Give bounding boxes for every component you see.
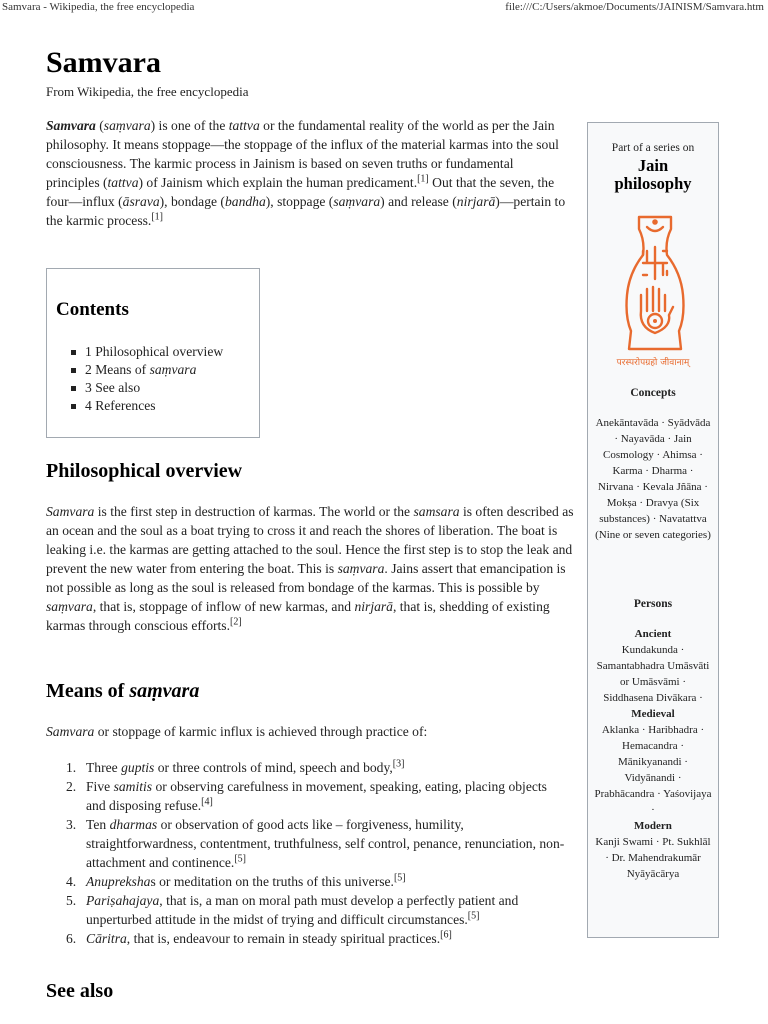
intro-term: Samvara bbox=[46, 118, 96, 133]
ref-5[interactable]: [5] bbox=[234, 853, 247, 865]
intro-paragraph: Samvara (saṃvara) is one of the tattva or the fundamental reality of the world as per the Jain philosophy. It means stoppage—the stoppage of the influx of the material karmas into the soul consciousness. The karmic process in Jainism is based on seven truths or fundamental principles (tattva) of Jainism which explain the human predicament.[1] Out that the seven, the four—influx (āsrava), bondage (bandha), stoppage (saṃvara) and release (nirjarā)—pertain to the karmic process.[1] bbox=[46, 118, 566, 228]
tab-title: Samvara - Wikipedia, the free encyclopedia bbox=[2, 1, 195, 13]
jain-symbol-icon[interactable] bbox=[619, 215, 691, 371]
toc-title: Contents bbox=[56, 299, 129, 320]
ref-1b[interactable]: [1] bbox=[151, 211, 163, 223]
means-list bbox=[46, 758, 566, 948]
ancient-list[interactable]: Kundakunda · Samantabhadra Umāsvāti or Umāsvāmi · Siddhasena Divākara · bbox=[596, 644, 710, 704]
heading-see-also: See also bbox=[46, 980, 114, 1002]
means-intro: Samvara or stoppage of karmic influx is achieved through practice of: bbox=[46, 724, 428, 739]
list-item: 4. Anuprekshas or meditation on the truths of this universe.[5] bbox=[66, 872, 406, 889]
modern-list[interactable]: Kanji Swami · Pt. Sukhlāl · Dr. Mahendrakumār Nyāyācārya bbox=[595, 836, 711, 880]
heading-means-of-samvara: Means of saṃvara bbox=[46, 680, 200, 702]
toc-item-means-of-samvara[interactable]: 2 Means of saṃvara bbox=[65, 361, 223, 379]
persons-list bbox=[594, 626, 712, 882]
toc-item-references[interactable]: 4 References bbox=[65, 397, 223, 415]
symbol-caption: परस्परोपग्रहो जीवानाम् bbox=[616, 358, 690, 368]
modern-heading: Modern bbox=[634, 820, 672, 832]
toc-item-see-also[interactable]: 3 See also bbox=[65, 379, 223, 397]
list-item: 6. Cāritra, that is, endeavour to remain in steady spiritual practices.[6] bbox=[66, 929, 452, 946]
toc-item-philosophical-overview[interactable]: 1 Philosophical overview bbox=[65, 343, 223, 361]
link-nirjara[interactable]: nirjarā bbox=[354, 599, 393, 614]
page-title: Samvara bbox=[46, 46, 161, 79]
persons-heading: Persons bbox=[633, 598, 673, 610]
ref-3[interactable]: [3] bbox=[392, 758, 405, 770]
toc-list bbox=[65, 343, 223, 415]
medieval-list[interactable]: Aklanka · Haribhadra · Hemacandra · Mānikyanandi · Vidyānandi · Prabhācandra · Yaśovijaya · bbox=[594, 724, 712, 816]
ref-5c[interactable]: [5] bbox=[467, 910, 480, 922]
medieval-heading: Medieval bbox=[631, 708, 675, 720]
list-item: 3. Ten dharmas or observation of good acts like – forgiveness, humility, straightforwardness, contentment, truthfulness, self control, penance, renunciation, non-attachment and continence.[5] bbox=[66, 817, 565, 870]
ref-2[interactable]: [2] bbox=[229, 616, 242, 628]
page-subtitle: From Wikipedia, the free encyclopedia bbox=[46, 84, 249, 99]
table-of-contents bbox=[46, 268, 260, 438]
file-path: file:///C:/Users/akmoe/Documents/JAINISM/Samvara.htm bbox=[505, 1, 764, 13]
series-pre: Part of a series on bbox=[611, 142, 695, 154]
link-tattva[interactable]: tattva bbox=[228, 118, 260, 133]
concepts-heading: Concepts bbox=[630, 387, 676, 399]
heading-philosophical-overview: Philosophical overview bbox=[46, 460, 243, 482]
ref-1[interactable]: [1] bbox=[417, 173, 429, 185]
jain-philosophy-infobox bbox=[587, 122, 719, 938]
overview-paragraph: Samvara is the first step in destruction of karmas. The world or the samsara is often described as an ocean and the soul as a boat trying to cross it and reach the shores of liberation. The boat is leaking i.e. the karmas are getting attached to the soul. Hence the first step is to stop the leak and prevent the new water from entering the boat. This is saṃvara. Jains assert that emancipation is not possible as long as the soul is released from bondage of the karmas. This is possible by saṃvara, that is, stoppage of inflow of new karmas, and nirjarā, that is, shedding of existing karmas through conscious efforts.[2] bbox=[46, 504, 574, 633]
ref-5b[interactable]: [5] bbox=[393, 872, 406, 884]
series-title[interactable]: Jain philosophy bbox=[614, 156, 692, 193]
concepts-list[interactable]: Anekāntavāda · Syādvāda · Nayavāda · Jain Cosmology · Ahimsa · Karma · Dharma · Nirvana · Kevala Jñāna · Mokṣa · Dravya (Six substances) · Navatattva (Nine or seven categories) bbox=[595, 417, 711, 541]
list-item: 1. Three guptis or three controls of mind, speech and body,[3] bbox=[66, 758, 405, 775]
ref-6[interactable]: [6] bbox=[440, 929, 452, 941]
list-item: 2. Five samitis or observing carefulness in movement, speaking, eating, placing objects and disposing refuse.[4] bbox=[66, 779, 547, 813]
list-item: 5. Pariṣahajaya, that is, a man on moral path must develop a perfectly patient and unperturbed attitude in the midst of trying and difficult circumstances.[5] bbox=[66, 893, 519, 927]
link-samsara[interactable]: samsara bbox=[413, 504, 460, 519]
ancient-heading: Ancient bbox=[634, 628, 672, 640]
print-header bbox=[0, 0, 768, 16]
ref-4[interactable]: [4] bbox=[201, 796, 213, 808]
